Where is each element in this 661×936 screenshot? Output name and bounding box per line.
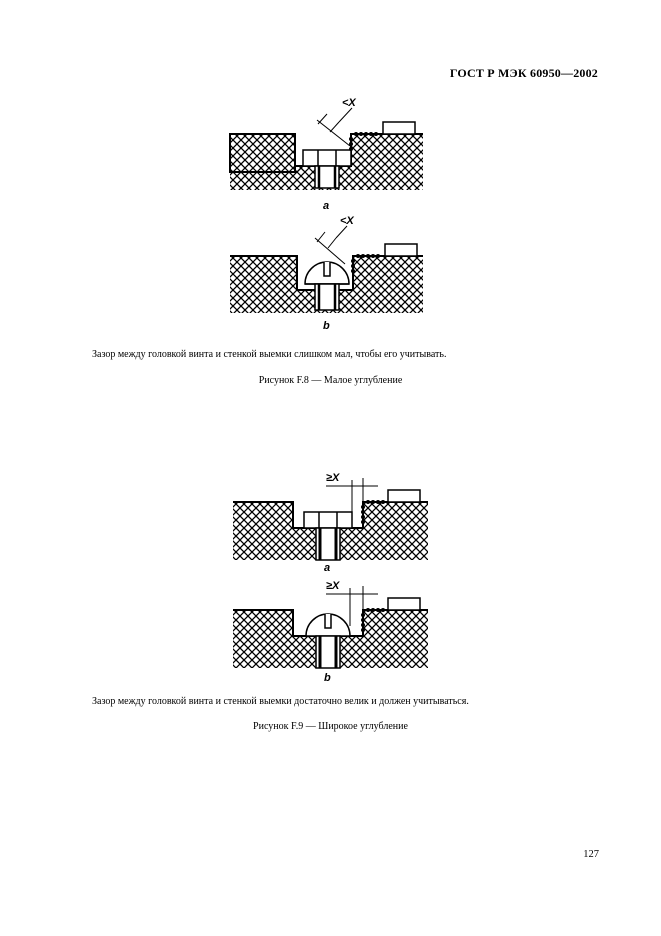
- small-recess-hex-screw-diagram: [225, 100, 435, 195]
- figure-f9-a: [228, 472, 438, 567]
- dimension-label: ≥X: [326, 472, 340, 484]
- subfigure-label-b: b: [323, 320, 330, 332]
- subfigure-label-b: b: [324, 672, 331, 684]
- wide-recess-hex-screw-diagram: [228, 472, 438, 567]
- figure-f8-a: [225, 97, 435, 195]
- wide-recess-round-screw-diagram: [228, 580, 438, 675]
- dimension-label: <X: [342, 97, 356, 109]
- figure-caption: Рисунок F.8 — Малое углубление: [258, 375, 403, 386]
- dimension-label: ≥X: [326, 580, 340, 592]
- small-recess-round-screw-diagram: [225, 218, 435, 318]
- figure-note: Зазор между головкой винта и стенкой выемки достаточно велик и должен учитываться.: [92, 696, 469, 707]
- figure-f9-b: [228, 580, 438, 675]
- dimension-label: <X: [340, 215, 354, 227]
- figure-note: Зазор между головкой винта и стенкой выемки слишком мал, чтобы его учитывать.: [92, 349, 447, 360]
- figure-caption: Рисунок F.9 — Широкое углубление: [253, 721, 408, 732]
- document-header: ГОСТ Р МЭК 60950—2002: [449, 66, 598, 80]
- figure-f8-b: [225, 215, 435, 318]
- subfigure-label-a: a: [324, 562, 331, 574]
- subfigure-label-a: a: [323, 200, 330, 212]
- page-number: 127: [583, 849, 599, 860]
